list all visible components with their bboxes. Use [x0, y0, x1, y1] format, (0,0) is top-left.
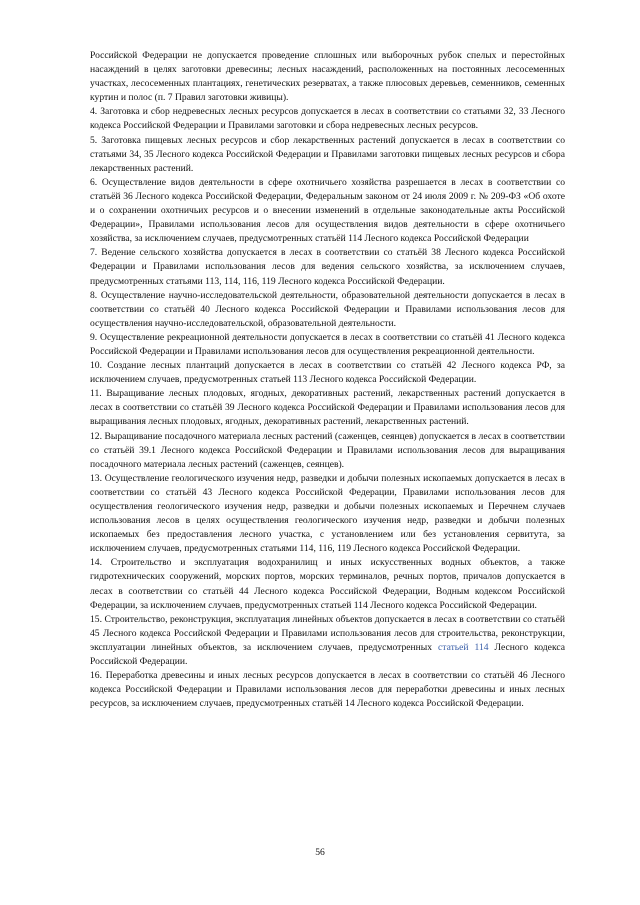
paragraph-14: 14. Строительство и эксплуатация водохранилищ и иных искусственных водных объектов, а также гидротехнических сооружений, морских портов, морских терминалов, речных портов, причалов допускается в лесах в соответствии со статьёй 44 Лесного кодекса Российской Федерации, Водным кодексом Российской Федерации, за исключением случаев, предусмотренных статьей 114 Лесного кодекса Российской Федерации. [90, 557, 565, 611]
paragraph-11: 11. Выращивание лесных плодовых, ягодных, декоративных растений, лекарственных растений допускается в лесах в соответствии со статьёй 39 Лесного кодекса Российской Федерации и Правилами использования лесов для выращивания лесных плодовых, ягодных, декоративных растений, лекарственных растений. [90, 388, 565, 428]
paragraph-6: 6. Осуществление видов деятельности в сфере охотничьего хозяйства разрешается в лесах в соответствии со статьёй 36 Лесного кодекса Российской Федерации, Федеральным законом от 24 июля 2009 г. № 209-ФЗ «Об охоте и о сохранении охотничьих ресурсов и о внесении изменений в отдельные законодательные акты Российской Федерации», Правилами использования лесов для осуществления видов деятельности в сфере охотничьего хозяйства, за исключением случаев, предусмотренных статьёй 114 Лесного кодекса Российской Федерации [90, 176, 565, 245]
paragraph-3-continuation: Российской Федерации не допускается проведение сплошных или выборочных рубок спелых и перестойных насаждений в целях заготовки древесины; лесных насаждений, расположенных на постоянных лесосеменных участках, лесосеменных плантациях, генетических резерватах, а также плюсовых деревьев, семенников, семенных куртин и полос (п. 7 Правил заготовки живицы). [90, 50, 565, 104]
paragraph-12: 12. Выращивание посадочного материала лесных растений (саженцев, сеянцев) допускается в лесах в соответствии со статьёй 39.1 Лесного кодекса Российской Федерации и Правилами использования лесов для выращивания посадочного материала лесных растений (саженцев, сеянцев). [90, 430, 565, 470]
page-number: 56 [315, 847, 325, 858]
paragraph-16: 16. Переработка древесины и иных лесных ресурсов допускается в лесах в соответствии со статьёй 46 Лесного кодекса Российской Федерации и Правилами использования лесов для переработки древесины и иных лесных ресурсов, за исключением случаев, предусмотренных статьёй 14 Лесного кодекса Российской Федерации. [90, 670, 565, 710]
paragraph-10: 10. Создание лесных плантаций допускается в лесах в соответствии со статьёй 42 Лесного кодекса РФ, за исключением случаев, предусмотренных статьей 113 Лесного кодекса Российской Федерации. [90, 360, 565, 386]
article-114-link[interactable]: статьей 114 [438, 641, 489, 653]
document-body [90, 49, 565, 711]
paragraph-8: 8. Осуществление научно-исследовательской деятельности, образовательной деятельности допускается в лесах в соответствии со статьёй 40 Лесного кодекса Российской Федерации и Правилами использования лесов для осуществления научно-исследовательской, образовательной деятельности. [90, 289, 565, 329]
paragraph-15 [90, 613, 565, 669]
paragraph-4: 4. Заготовка и сбор недревесных лесных ресурсов допускается в лесах в соответствии со статьями 32, 33 Лесного кодекса Российской Федерации и Правилами заготовки и сбора недревесных лесных ресурсов. [90, 106, 565, 132]
paragraph-7: 7. Ведение сельского хозяйства допускается в лесах в соответствии со статьёй 38 Лесного кодекса Российской Федерации и Правилами использования лесов для ведения сельского хозяйства, за исключением случаев, предусмотренных статьями 113, 114, 116, 119 Лесного кодекса Российской Федерации. [90, 247, 565, 287]
paragraph-13: 13. Осуществление геологического изучения недр, разведки и добычи полезных ископаемых допускается в лесах в соответствии со статьёй 43 Лесного кодекса Российской Федерации, Правилами использования лесов для осуществления геологического изучения недр, разведки и добычи полезных ископаемых и Перечнем случаев использования лесов в целях осуществления геологического изучения недр, разведки и добычи полезных ископаемых без предоставления лесного участка, с установлением или без установления сервитута, за исключением случаев, предусмотренных статьями 114, 116, 119 Лесного кодекса Российской Федерации. [90, 472, 565, 555]
paragraph-9: 9. Осуществление рекреационной деятельности допускается в лесах в соответствии со статьёй 41 Лесного кодекса Российской Федерации и Правилами использования лесов для осуществления рекреационной деятельности. [90, 331, 565, 357]
paragraph-15-text-start: 15. Строительство, реконструкция, эксплуатация линейных объектов допускается в лесах в соответствии со статьёй 45 Лесного кодекса Российской Федерации и Правилами использования лесов для строительства, реконструкции, эксплуатации линейных объектов, за исключением случаев, предусмотренных [90, 613, 565, 653]
paragraph-15-text-end: Лесного кодекса Российской Федерации. [90, 641, 565, 668]
paragraph-5: 5. Заготовка пищевых лесных ресурсов и сбор лекарственных растений допускается в лесах в соответствии со статьями 34, 35 Лесного кодекса Российской Федерации и Правилами заготовки пищевых лесных ресурсов и сбора лекарственных растений. [90, 134, 565, 174]
